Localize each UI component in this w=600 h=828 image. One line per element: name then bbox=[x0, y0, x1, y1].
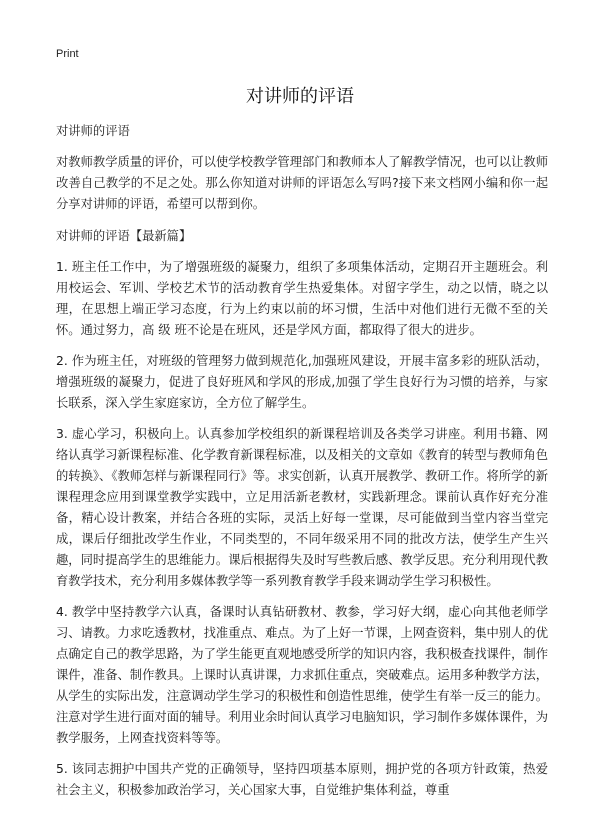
document-title: 对讲师的评语 bbox=[246, 86, 354, 107]
list-item: 2. 作为班主任，对班级的管理努力做到规范化,加强班风建设，开展丰富多彩的班队活动，增强班级的凝聚力，促进了良好班风和学风的形成,加强了学生良好行为习惯的培养，与家长联系，深入学生家庭家访，全方位了解学生。 bbox=[56, 354, 548, 410]
document-body bbox=[56, 121, 548, 811]
print-link[interactable]: Print bbox=[56, 48, 79, 60]
intro-paragraph: 对教师教学质量的评价，可以使学校教学管理部门和教师本人了解教学情况，也可以让教师改善自己教学的不足之处。那么你知道对讲师的评语怎么写吗?接下来文档网小编和你一起分享对讲师的评语，希望可以帮到你。 bbox=[56, 155, 548, 211]
list-item: 5. 该同志拥护中国共产党的正确领导，坚持四项基本原则，拥护党的各项方针政策，热爱社会主义，积极参加政治学习，关心国家大事，自觉维护集体利益，尊重 bbox=[56, 762, 548, 797]
list-item: 4. 教学中坚持教学六认真，备课时认真钻研教材、教参，学习好大纲，虚心向其他老师学习、请教。力求吃透教材，找准重点、难点。为了上好一节课，上网查资料，集中别人的优点确定自己的教学思路，为了学生能更直观地感受所学的知识内容，我积极查找课件，制作课件，准备、制作教具。上课时认真讲课，力求抓住重点，突破难点。运用多种教学方法，从学生的实际出发，注意调动学生学习的积极性和创造性思维，使学生有举一反三的能力。注意对学生进行面对面的辅导。利用业余时间认真学习电脑知识，学习制作多媒体课件，为教学服务，上网查找资料等等。 bbox=[56, 605, 548, 745]
section-heading: 对讲师的评语【最新篇】 bbox=[56, 229, 192, 243]
document-subtitle: 对讲师的评语 bbox=[56, 124, 130, 138]
list-item: 3. 虚心学习，积极向上。认真参加学校组织的新课程培训及各类学习讲座。利用书籍、网络认真学习新课程标准、化学教育新课程标准，以及相关的文章如《教育的转型与教师角色的转换》、《教师怎样与新课程同行》等。求实创新，认真开展教学、教研工作。将所学的新课程理念应用到课堂教学实践中，立足用活新老教材，实践新理念。课前认真作好充分准备，精心设计教案，并结合各班的实际，灵活上好每一堂课，尽可能做到当堂内容当堂完成，课后仔细批改学生作业，不同类型的，不同年级采用不同的批改方法，使学生产生兴趣，同时提高学生的思维能力。课后根据得失及时写些教后感、教学反思。充分利用现代教育教学技术，充分利用多媒体教学等一系列教育教学手段来调动学生学习积极性。 bbox=[56, 427, 548, 588]
list-item: 1. 班主任工作中，为了增强班级的凝聚力，组织了多项集体活动，定期召开主题班会。利用校运会、军训、学校艺术节的活动教育学生热爱集体。对留字学生，动之以情，晓之以理，在思想上端正学习态度，行为上约束以前的坏习惯，生活中对他们进行无微不至的关怀。通过努力，高 级 班不论是在班风，还是学风方面，都取得了很大的进步。 bbox=[56, 260, 548, 337]
